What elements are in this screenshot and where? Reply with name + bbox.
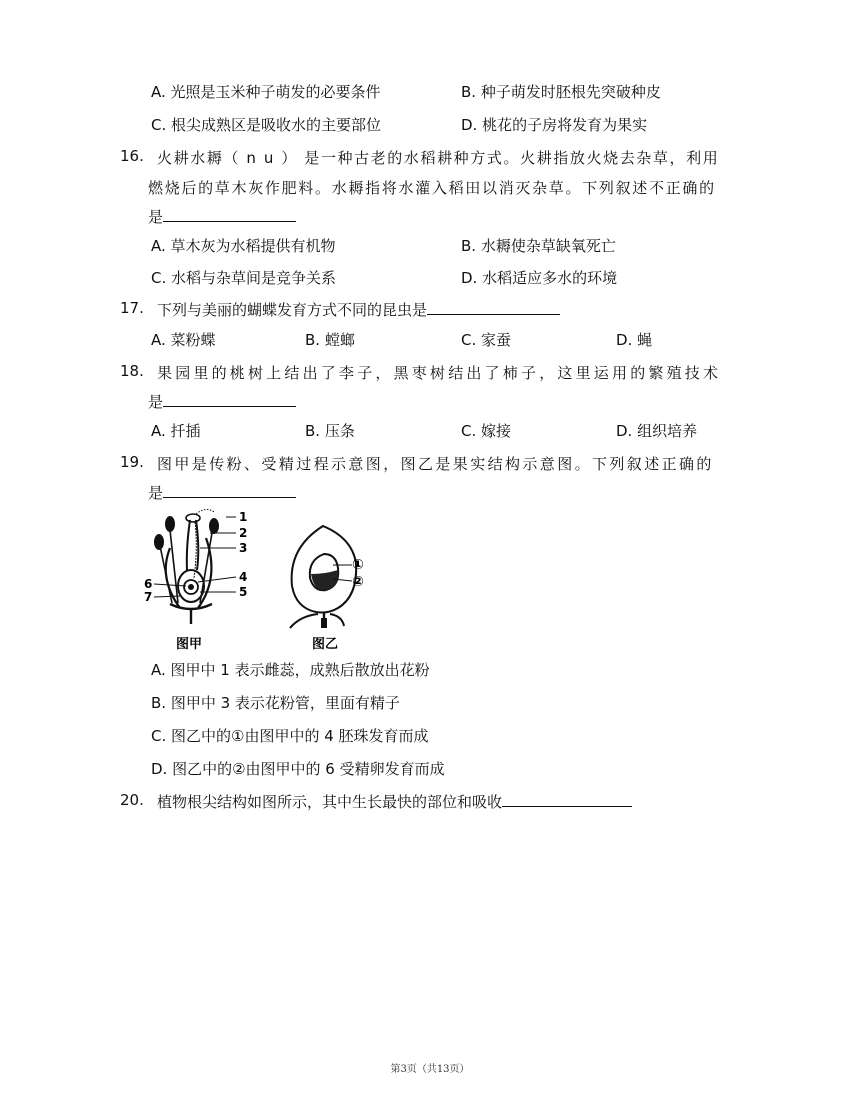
figure-label: 7 [144,590,153,604]
question-number: 17. [120,299,144,317]
question-text: 植物根尖结构如图所示，其中生长最快的部位和吸收 [157,793,503,811]
question-text-end [148,482,296,503]
option-b: B. 压条 [305,422,355,440]
option-b: B. 水耨使杂草缺氧死亡 [461,237,616,255]
question-text: 果园里的桃树上结出了李子，黑枣树结出了柿子，这里运用的繁殖技术 [157,364,722,382]
question-text-end [148,391,296,412]
answer-blank[interactable] [163,497,296,498]
question-text: 图甲是传粉、受精过程示意图，图乙是果实结构示意图。下列叙述正确的 [157,455,714,473]
option-b: B. 图甲中 3 表示花粉管，里面有精子 [151,694,400,712]
option-a: A. 草木灰为水稻提供有机物 [151,237,336,255]
figure-label: 3 [239,541,248,555]
question-text: 是 [148,208,164,226]
option-c: C. 根尖成熟区是吸收水的主要部位 [151,116,382,134]
question-number: 19. [120,453,144,471]
figure-label: 4 [239,570,248,584]
flower-diagram [140,508,260,653]
figure-caption: 图乙 [312,637,339,652]
answer-blank[interactable] [427,314,560,315]
question-text-line [157,299,560,320]
page-footer: 第3页（共13页） [390,1064,470,1075]
option-a: A. 菜粉蝶 [151,331,216,349]
answer-blank[interactable] [163,406,296,407]
figure-label: 5 [239,585,248,599]
option-c: C. 图乙中的①由图甲中的 4 胚珠发育而成 [151,727,429,745]
option-d: D. 组织培养 [616,422,698,440]
figure-label: 1 [239,510,248,524]
option-b: B. 螳螂 [305,331,355,349]
option-c: C. 水稻与杂草间是竞争关系 [151,269,337,287]
answer-blank[interactable] [163,221,296,222]
question-number: 20. [120,791,144,809]
question-text: 下列与美丽的蝴蝶发育方式不同的昆虫是 [157,301,428,319]
question-text-end [148,206,296,227]
question-number: 16. [120,147,144,165]
option-a: A. 扦插 [151,422,201,440]
question-text-line [157,791,632,812]
question-text: 是 [148,484,164,502]
option-b: B. 种子萌发时胚根先突破种皮 [461,83,661,101]
question-text: 火耕水耨（ n u ） 是一种古老的水稻耕种方式。火耕指放火烧去杂草，利用 [157,149,720,167]
figure-label: ① [352,557,364,573]
option-d: D. 图乙中的②由图甲中的 6 受精卵发育而成 [151,760,445,778]
option-d: D. 水稻适应多水的环境 [461,269,618,287]
question-text: 是 [148,393,164,411]
option-d: D. 桃花的子房将发育为果实 [461,116,648,134]
option-c: C. 家蚕 [461,331,512,349]
figure-label: 2 [239,526,248,540]
option-a: A. 图甲中 1 表示雌蕊，成熟后散放出花粉 [151,661,430,679]
option-c: C. 嫁接 [461,422,512,440]
option-d: D. 蝇 [616,331,653,349]
figure-label: 6 [144,577,153,591]
fruit-diagram [278,508,388,653]
figure-caption: 图甲 [176,637,203,652]
figure-label: ② [352,574,364,590]
question-number: 18. [120,362,144,380]
question-text: 燃烧后的草木灰作肥料。水耨指将水灌入稻田以消灭杂草。下列叙述不正确的 [148,179,716,197]
option-a: A. 光照是玉米种子萌发的必要条件 [151,83,381,101]
answer-blank[interactable] [502,806,632,807]
